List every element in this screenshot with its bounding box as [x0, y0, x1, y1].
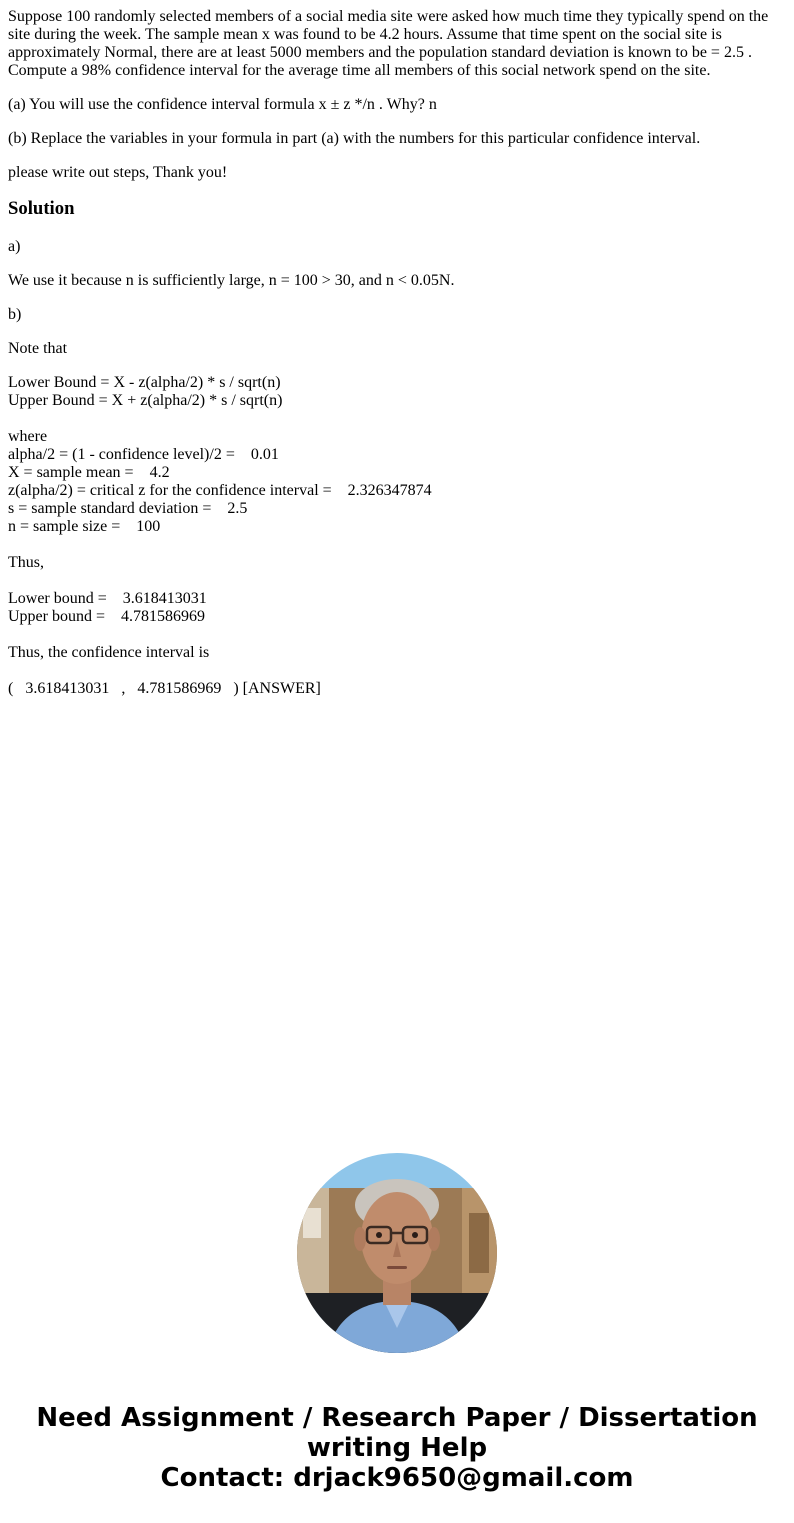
formula-block: [8, 374, 786, 698]
z-critical-line: z(alpha/2) = critical z for the confidence interval = 2.326347874: [8, 482, 432, 499]
alpha-line: alpha/2 = (1 - confidence level)/2 = 0.01: [8, 446, 279, 463]
upper-bound-result: Upper bound = 4.781586969: [8, 608, 206, 625]
upper-bound-formula: Upper Bound = X + z(alpha/2) * s / sqrt(n): [8, 392, 283, 409]
note-text: Note that: [8, 340, 68, 357]
lower-bound-result: Lower bound = 3.618413031: [8, 590, 207, 607]
question-closing: please write out steps, Thank you!: [8, 164, 228, 181]
final-answer: ( 3.618413031 , 4.781586969 ) [ANSWER]: [8, 680, 321, 697]
avatar-portrait: [297, 1153, 497, 1353]
question-intro: Suppose 100 randomly selected members of a social media site were asked how much time they typically spend on the site during the week. The sample mean x was found to be 4.2 hours. Assume that time spent on the social site is approximately Normal, there are at least 5000 members and the population standard deviation is known to be = 2.5 . Compute a 98% confidence interval for the average time all members of this social network spend on the site.: [8, 8, 769, 79]
footer-line-1: Need Assignment / Research Paper / Dissertation: [36, 1403, 758, 1433]
question-part-a: (a) You will use the confidence interval formula x ± z */n . Why? n: [8, 96, 437, 113]
question-section: [8, 8, 786, 182]
part-b-label: b): [8, 306, 22, 323]
footer-line-2: writing Help: [306, 1433, 488, 1463]
std-dev-line: s = sample standard deviation = 2.5: [8, 500, 248, 517]
solution-heading: Solution: [8, 198, 75, 219]
footer-banner: [0, 1403, 794, 1493]
document-content: [8, 8, 786, 714]
footer-contact: Contact: drjack9650@gmail.com: [160, 1463, 634, 1493]
part-a-answer: We use it because n is sufficiently large, n = 100 > 30, and n < 0.05N.: [8, 272, 455, 289]
mean-line: X = sample mean = 4.2: [8, 464, 170, 481]
solution-section: [8, 238, 786, 698]
avatar: [297, 1153, 497, 1353]
thus-text: Thus,: [8, 554, 44, 571]
question-part-b: (b) Replace the variables in your formula in part (a) with the numbers for this particular confidence interval.: [8, 130, 701, 147]
sample-size-line: n = sample size = 100: [8, 518, 161, 535]
part-a-label: a): [8, 238, 21, 255]
lower-bound-formula: Lower Bound = X - z(alpha/2) * s / sqrt(n): [8, 374, 281, 391]
interval-intro: Thus, the confidence interval is: [8, 644, 210, 661]
where-text: where: [8, 428, 48, 445]
